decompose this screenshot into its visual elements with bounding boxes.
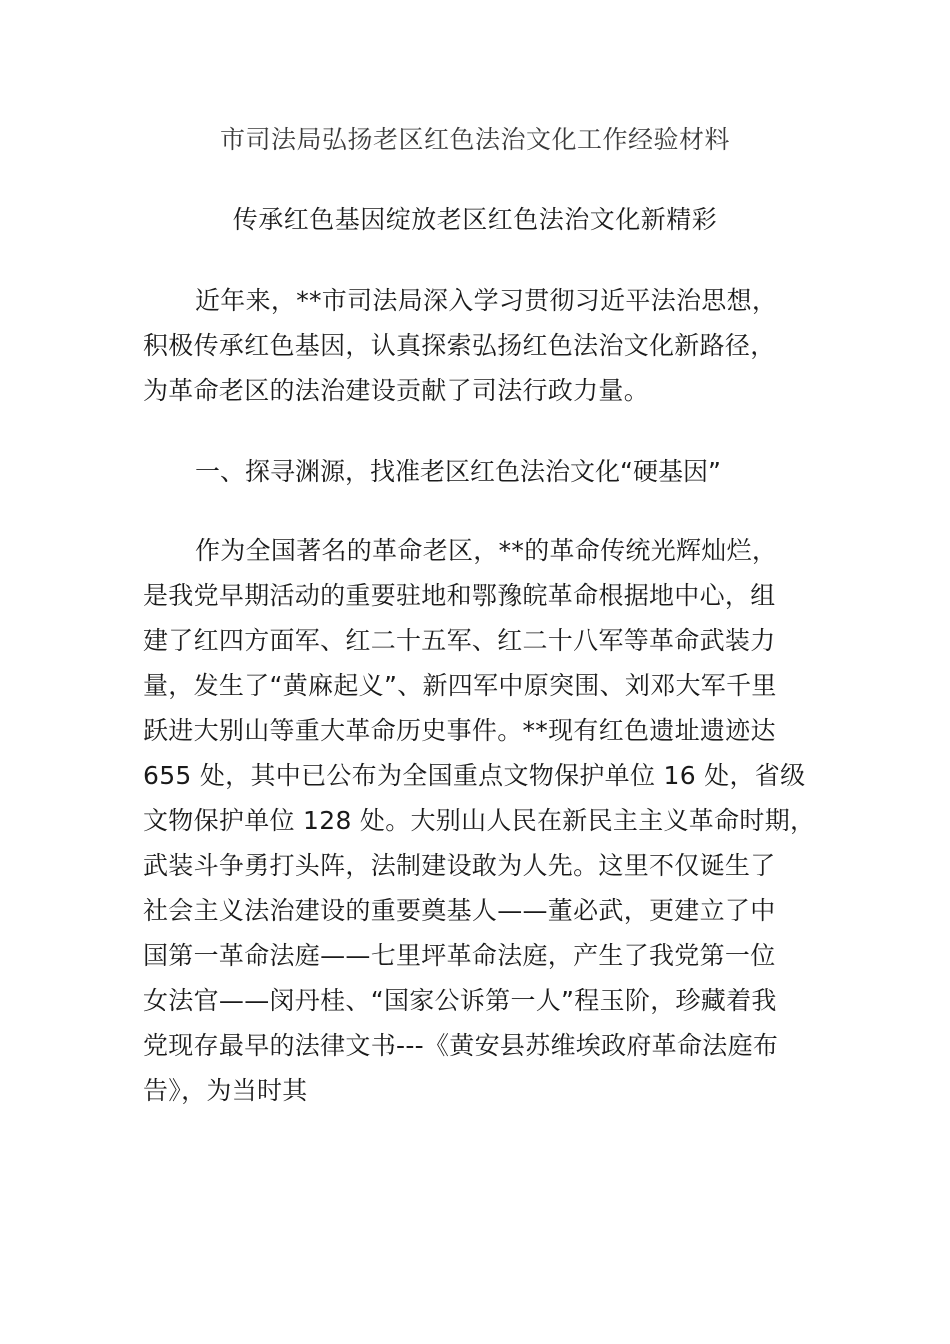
document-subtitle: 传承红色基因绽放老区红色法治文化新精彩 — [232, 205, 718, 234]
paragraph-line: 为革命老区的法治建设贡献了司法行政力量。 — [143, 376, 650, 405]
body-paragraph — [143, 528, 816, 1113]
paragraph-line: 武装斗争勇打头阵，法制建设敢为人先。这里不仅诞生了 — [143, 851, 776, 880]
paragraph-line: 近年来，**市司法局深入学习贯彻习近平法治思想， — [195, 286, 778, 315]
paragraph-line: 女法官——闵丹桂、“国家公诉第一人”程玉阶，珍藏着我 — [143, 986, 777, 1015]
paragraph-line: 国第一革命法庭——七里坪革命法庭，产生了我党第一位 — [143, 941, 776, 970]
paragraph-line: 文物保护单位 128 处。大别山人民在新民主主义革命时期， — [143, 806, 816, 835]
paragraph-line: 建了红四方面军、红二十五军、红二十八军等革命武装力 — [143, 626, 776, 655]
paragraph-line: 作为全国著名的革命老区，**的革命传统光辉灿烂， — [195, 536, 778, 565]
paragraph-line: 655 处，其中已公布为全国重点文物保护单位 16 处，省级 — [143, 761, 806, 790]
document-title: 市司法局弘扬老区红色法治文化工作经验材料 — [219, 125, 730, 154]
section-heading: 一、探寻渊源，找准老区红色法治文化“硬基因” — [195, 457, 721, 486]
paragraph-line: 积极传承红色基因，认真探索弘扬红色法治文化新路径， — [143, 331, 776, 360]
paragraph-line: 是我党早期活动的重要驻地和鄂豫皖革命根据地中心，组 — [143, 581, 776, 610]
paragraph-line: 跃进大别山等重大革命历史事件。**现有红色遗址遗迹达 — [143, 716, 776, 745]
paragraph-line: 告》，为当时其 — [143, 1076, 308, 1105]
paragraph-line: 量，发生了“黄麻起义”、新四军中原突围、刘邓大军千里 — [143, 671, 777, 700]
paragraph-line: 社会主义法治建设的重要奠基人——董必武，更建立了中 — [143, 896, 776, 925]
paragraph-line: 党现存最早的法律文书---《黄安县苏维埃政府革命法庭布 — [143, 1031, 779, 1060]
intro-paragraph — [143, 278, 813, 413]
